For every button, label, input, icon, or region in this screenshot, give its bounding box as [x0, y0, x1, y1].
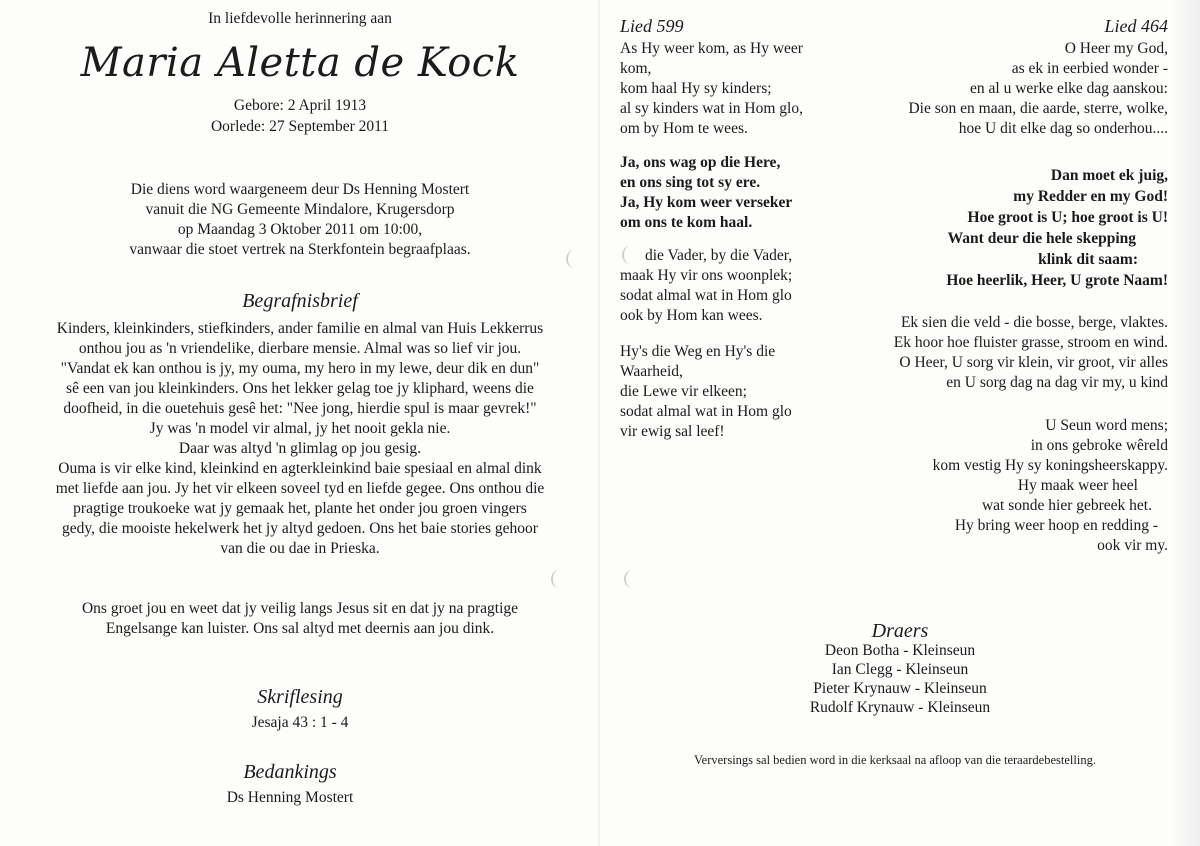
lyric-line: Ja, Hy kom weer verseker	[620, 194, 793, 211]
letter-line: sê een van jou kleinkinders. Ons het lekker gelag toe jy kliphard, weens die	[66, 380, 534, 397]
lyric-line: en al u werke elke dag aanskou:	[970, 80, 1168, 97]
lyric-line: ook by Hom kan wees.	[620, 307, 763, 324]
lyric-line: Ek sien die veld - die bosse, berge, vlaktes.	[900, 314, 1168, 331]
letter-line: Daar was altyd 'n glimlag op jou gesig.	[178, 440, 422, 457]
song1-verse1	[620, 39, 880, 139]
service-line: vanwaar die stoet vertrek na Sterkfontein begraafplaas.	[129, 241, 471, 258]
lyric-line: O Heer, U sorg vir klein, vir groot, vir alles	[899, 354, 1168, 371]
lyric-line: Hy maak weer heel	[1017, 477, 1138, 494]
lyric-line: wat sonde hier gebreek het.	[981, 497, 1152, 514]
refreshments-note: Verversings sal bedien word in die kerksaal na afloop van die teraardebestelling.	[694, 753, 1096, 767]
letter-line: Ouma is vir elke kind, kleinkind en agterkleinkind baie spesiaal en almal dink	[58, 460, 542, 477]
letter-line: pragtige troukoeke wat jy gemaak het, plante het onder jou groen vingers	[73, 500, 527, 517]
service-line: Die diens word waargeneem deur Ds Henning Mostert	[130, 181, 470, 198]
lyric-line: Ek hoor hoe fluister grasse, stroom en wind.	[893, 334, 1168, 351]
lyric-line: sodat almal wat in Hom glo	[620, 287, 792, 304]
letter-line: onthou jou as 'n vriendelike, dierbare mensie. Almal was so lief vir jou.	[78, 340, 522, 357]
intro-text: In liefdevolle herinnering aan	[208, 10, 392, 27]
bearers-heading: Draers	[871, 620, 929, 642]
letter-line: Kinders, kleinkinders, stiefkinders, ander familie en almal van Huis Lekkerrus	[56, 320, 544, 337]
lyric-line: Hy bring weer hoop en redding -	[954, 517, 1158, 534]
lyric-line: U Seun word mens;	[1045, 417, 1168, 434]
lyric-line: sodat almal wat in Hom glo	[620, 403, 792, 420]
lyric-line: kom vestig Hy sy koningsheerskappy.	[932, 457, 1168, 474]
lyric-line: die Vader, by die Vader,	[645, 247, 793, 264]
deceased-name: Maria Aletta de Kock	[80, 40, 520, 86]
lyric-line: my Redder en my God!	[1013, 188, 1168, 205]
thanks-heading: Bedankings	[243, 761, 337, 783]
punch-mark	[622, 246, 638, 264]
bearer-name: Rudolf Krynauw - Kleinseun	[809, 699, 991, 716]
thanks-name: Ds Henning Mostert	[226, 789, 354, 806]
service-details	[60, 180, 540, 260]
letter-line: "Vandat ek kan onthou is jy, my ouma, my hero in my lewe, deur dik en dun"	[60, 360, 540, 377]
lyric-line: Die son en maan, die aarde, sterre, wolke,	[908, 100, 1168, 117]
paper-edge-shadow	[1172, 0, 1200, 846]
reading-reference: Jesaja 43 : 1 - 4	[251, 714, 349, 731]
lyric-line: Hoe heerlik, Heer, U grote Naam!	[946, 272, 1168, 289]
punch-mark	[624, 570, 640, 588]
punch-mark	[551, 570, 567, 588]
birth-date: Gebore: 2 April 1913	[233, 97, 367, 114]
lyric-line: hoe U dit elke dag so onderhou....	[958, 120, 1168, 137]
letter-line: Jy was 'n model vir almal, jy het nooit gekla nie.	[149, 420, 451, 437]
song1-verse2	[620, 266, 880, 326]
lyric-line: al sy kinders wat in Hom glo,	[620, 100, 803, 117]
death-date: Oorlede: 27 September 2011	[210, 118, 390, 135]
letter-line: van die ou dae in Prieska.	[220, 540, 380, 557]
letter-line: met liefde aan jou. Jy het vir elkeen soveel tyd en liefde gegee. Ons onthou die	[55, 480, 545, 497]
lyric-line: as ek in eerbied wonder -	[1011, 60, 1168, 77]
lyric-line: vir ewig sal leef!	[620, 423, 725, 440]
lyric-line: Hy's die Weg en Hy's die	[620, 343, 776, 360]
closing-text	[20, 599, 580, 639]
lyric-line: Dan moet ek juig,	[1050, 167, 1168, 184]
bearers-list	[770, 641, 1030, 717]
lyric-line: kom,	[620, 60, 652, 77]
bearer-name: Ian Clegg - Kleinseun	[831, 661, 969, 678]
lyric-line: in ons gebroke wêreld	[1030, 437, 1168, 454]
lyric-line: en ons sing tot sy ere.	[620, 174, 761, 191]
center-fold	[598, 0, 600, 846]
lyric-line: maak Hy vir ons woonplek;	[620, 267, 793, 284]
song2-verse2	[850, 313, 1168, 393]
lyric-line: kom haal Hy sy kinders;	[620, 80, 772, 97]
lyric-line: As Hy weer kom, as Hy weer	[620, 40, 803, 57]
song1-chorus	[620, 153, 880, 233]
lyric-line: Waarheid,	[620, 363, 683, 380]
song1-title: Lied 599	[620, 16, 684, 36]
lyric-line: O Heer my God,	[1064, 40, 1168, 57]
lyric-line: Want deur die hele skepping	[947, 230, 1136, 247]
lyric-line: die Lewe vir elkeen;	[620, 383, 747, 400]
lyric-line: klink dit saam:	[1038, 251, 1138, 268]
service-line: op Maandag 3 Oktober 2011 om 10:00,	[177, 221, 423, 238]
song1-verse3	[620, 342, 880, 442]
song2-verse3	[850, 416, 1168, 556]
letter-line: gedy, die mooiste hekelwerk het jy altyd gedoen. Ons het baie stories gehoor	[62, 520, 538, 537]
service-line: vanuit die NG Gemeente Mindalore, Krugersdorp	[145, 201, 455, 218]
lyric-line: Ja, ons wag op die Here,	[620, 154, 781, 171]
lyric-line: ook vir my.	[1097, 537, 1168, 554]
closing-line: Ons groet jou en weet dat jy veilig langs Jesus sit en dat jy na pragtige	[81, 600, 519, 617]
bearer-name: Deon Botha - Kleinseun	[824, 642, 976, 659]
song2-chorus	[880, 165, 1168, 291]
lyric-line: om ons te kom haal.	[620, 214, 753, 231]
lyric-line: en U sorg dag na dag vir my, u kind	[946, 374, 1168, 391]
song1-verse2-first	[645, 246, 885, 266]
closing-line: Engelsange kan luister. Ons sal altyd met deernis aan jou dink.	[105, 620, 495, 637]
reading-heading: Skriflesing	[257, 686, 343, 708]
letter-line: doofheid, in die ouetehuis gesê het: "Nee jong, hierdie spul is maar gevrek!"	[63, 400, 537, 417]
lyric-line: om by Hom te wees.	[620, 120, 748, 137]
lyric-line: Hoe groot is U; hoe groot is U!	[967, 209, 1168, 226]
punch-mark	[566, 250, 582, 268]
letter-heading: Begrafnisbrief	[242, 290, 358, 312]
funeral-letter	[2, 319, 598, 559]
song2-title: Lied 464	[1104, 16, 1168, 36]
song2-verse1	[850, 39, 1168, 139]
bearer-name: Pieter Krynauw - Kleinseun	[813, 680, 987, 697]
